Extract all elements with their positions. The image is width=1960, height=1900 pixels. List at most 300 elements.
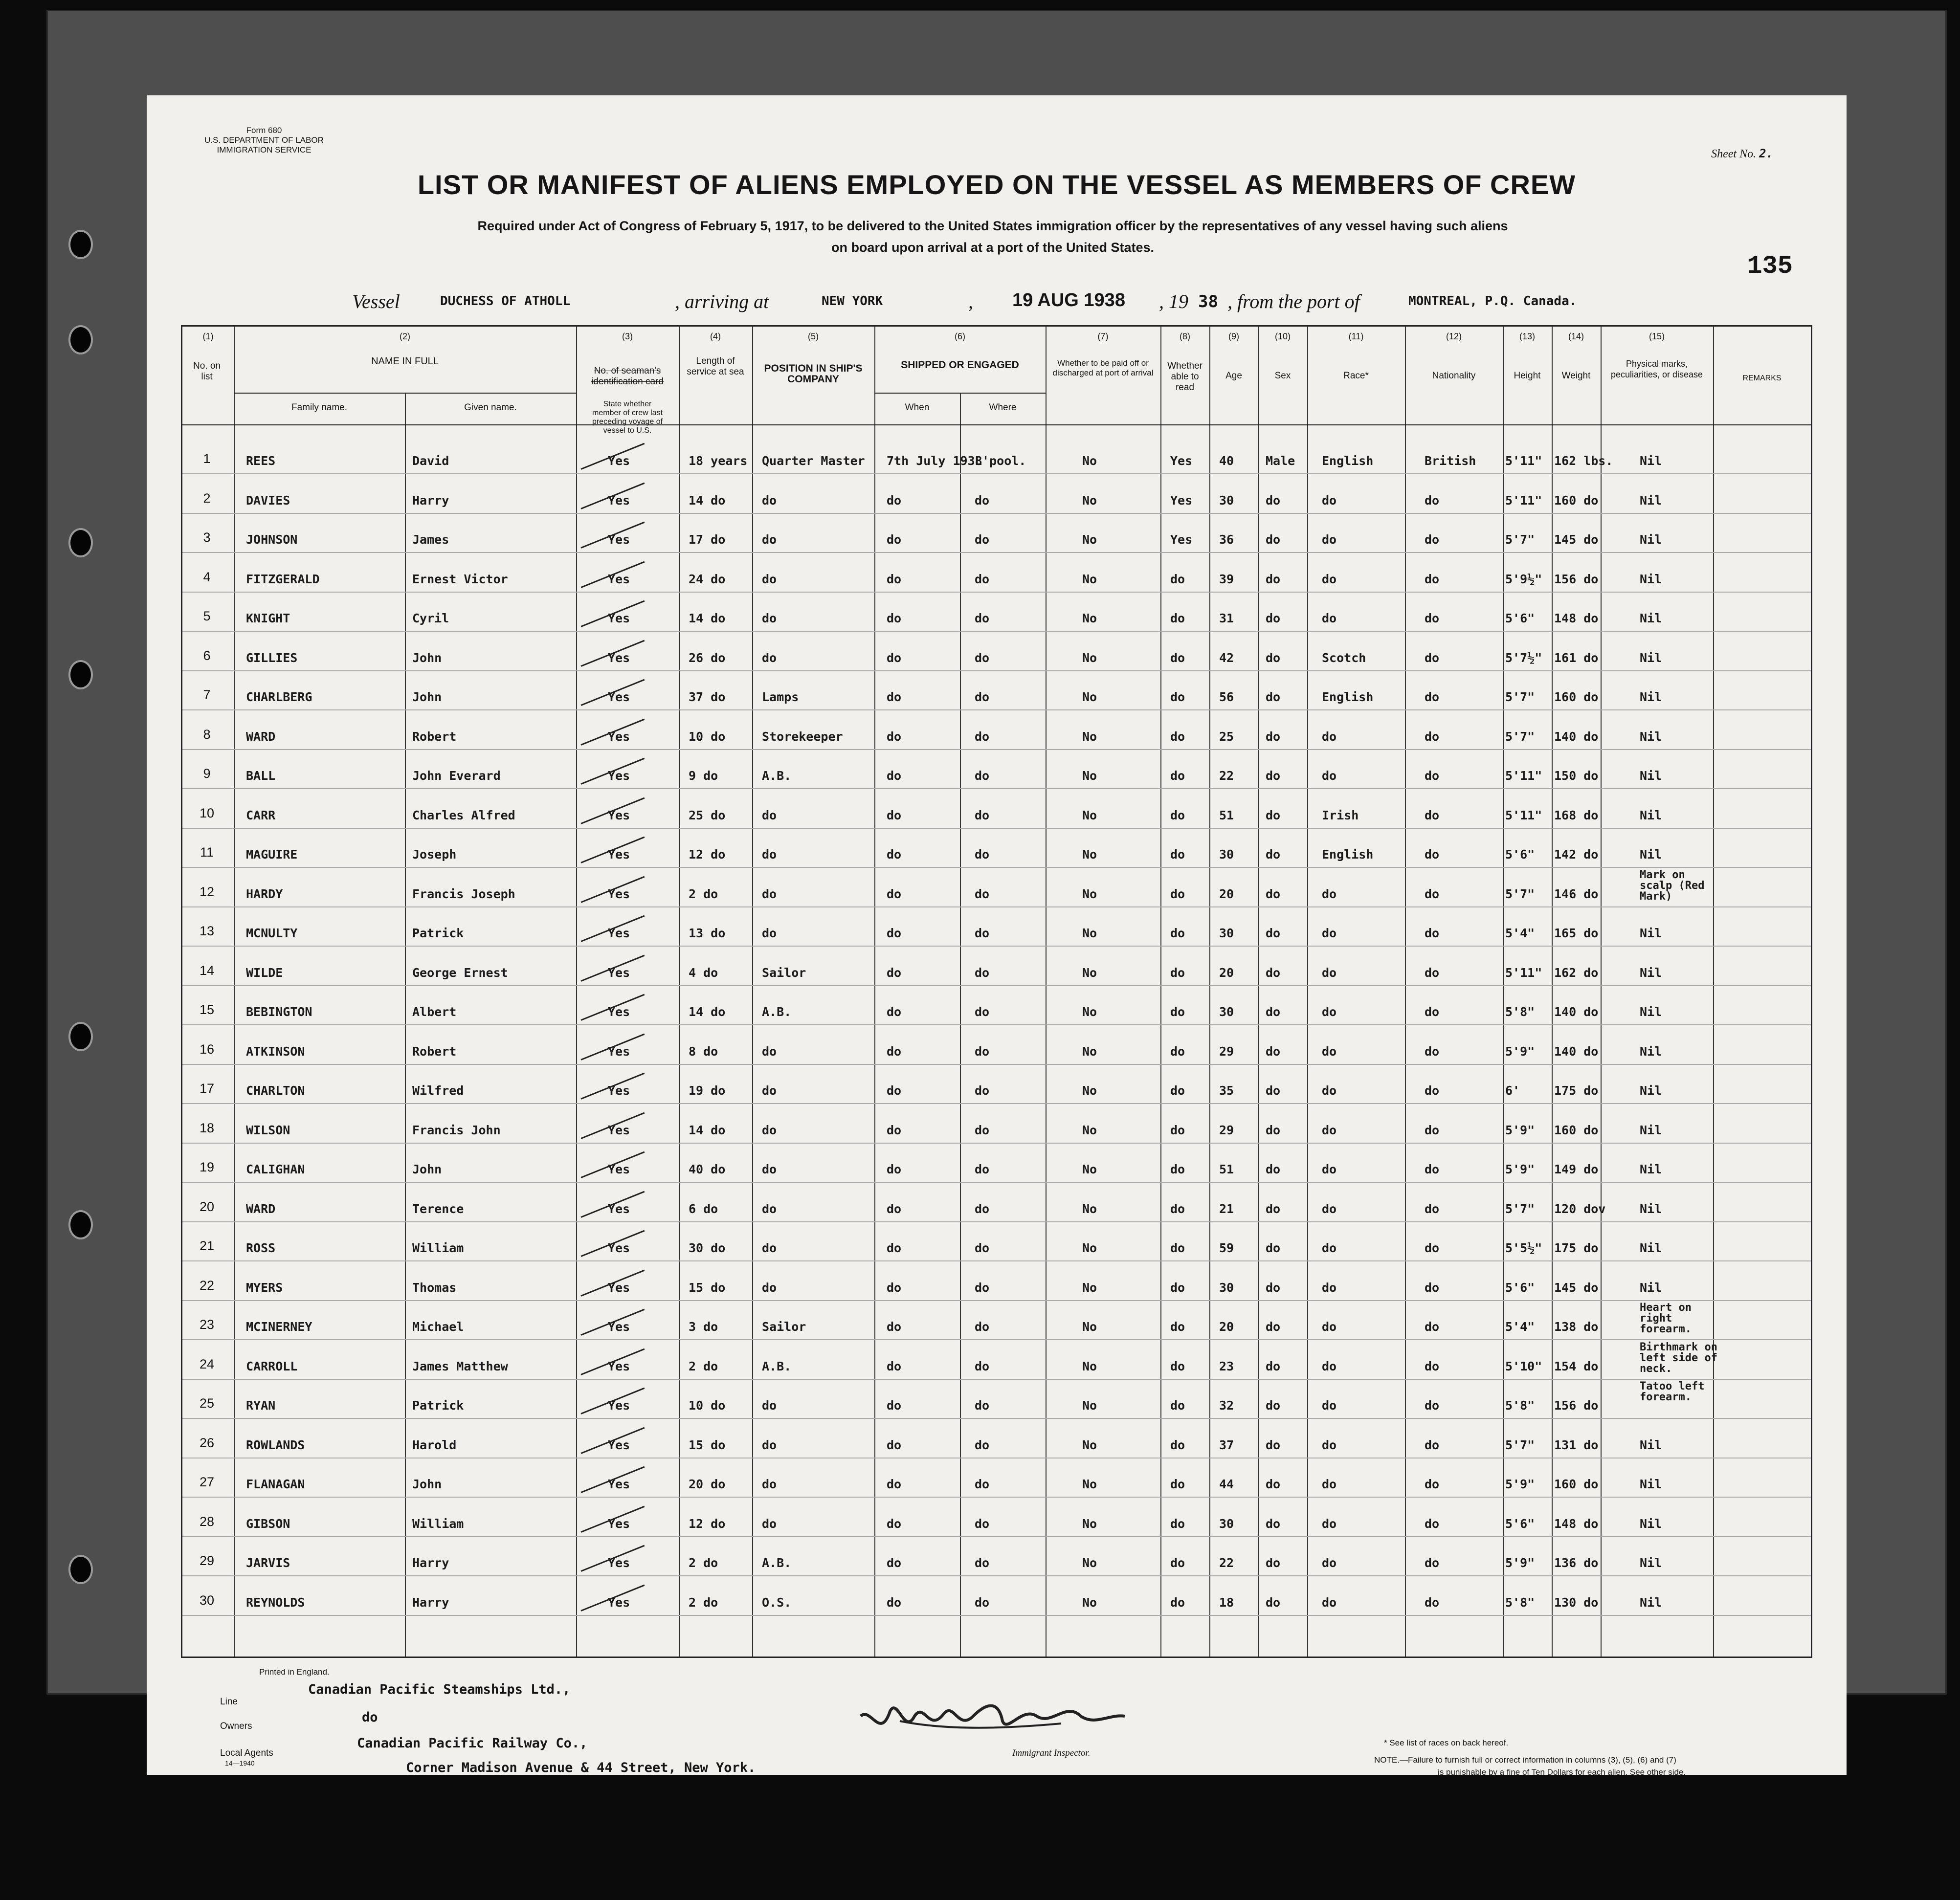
cell-sex: do (1266, 1162, 1281, 1176)
cell-prev: Yes (608, 886, 630, 901)
cell-family: REYNOLDS (246, 1595, 305, 1610)
cell-read: do (1170, 1595, 1185, 1610)
year-value: 38 (1198, 292, 1218, 311)
form-header (196, 126, 333, 155)
cell-age: 29 (1219, 1123, 1234, 1137)
cell-weight: 145 do (1554, 532, 1599, 547)
cell-sex: Male (1266, 454, 1295, 468)
cell-paid: No (1082, 1005, 1097, 1019)
from-label: , from the port of (1227, 290, 1360, 312)
cell-weight: 156 do (1554, 1398, 1599, 1413)
agents-value-1: Canadian Pacific Railway Co., (357, 1736, 588, 1751)
cell-service: 10 do (689, 729, 726, 744)
cell-given: James (412, 532, 449, 547)
date-stamp: 19 AUG 1938 (1012, 290, 1125, 310)
cell-position: do (762, 1044, 777, 1059)
cell-height: 5'6" (1505, 1280, 1535, 1295)
cell-service: 6 do (689, 1201, 718, 1216)
row-number: 2 (203, 490, 211, 506)
cell-given: Robert (412, 1044, 457, 1059)
cell-read: do (1170, 650, 1185, 665)
cell-position: A.B. (762, 1556, 792, 1570)
cell-race: do (1322, 493, 1337, 508)
cell-sex: do (1266, 690, 1281, 704)
row-rule (182, 1615, 1811, 1616)
cell-paid: No (1082, 1556, 1097, 1570)
cell-prev: Yes (608, 1398, 630, 1413)
cell-nat: do (1425, 572, 1440, 586)
row-number: 17 (199, 1081, 215, 1096)
vessel-label: Vessel (352, 290, 400, 312)
header-given-name: Given name. (464, 402, 517, 413)
cell-given: James Matthew (412, 1359, 508, 1373)
cell-paid: No (1082, 926, 1097, 940)
cell-age: 51 (1219, 808, 1234, 822)
cell-where: do (975, 926, 990, 940)
cell-age: 36 (1219, 532, 1234, 547)
cell-nat: do (1425, 808, 1440, 822)
cell-where: do (975, 1595, 990, 1610)
cell-paid: No (1082, 847, 1097, 862)
row-rule (182, 670, 1811, 671)
row-rule (182, 1024, 1811, 1025)
cell-marks: Nil (1640, 532, 1662, 547)
page-number: 135 (1747, 252, 1793, 281)
cell-age: 51 (1219, 1162, 1234, 1176)
header-able-read: Whether able to read (1167, 361, 1203, 393)
cell-nat: do (1425, 1241, 1440, 1255)
cell-where: do (975, 690, 990, 704)
row-number: 24 (199, 1356, 215, 1371)
cell-marks: Nil (1640, 611, 1662, 625)
cell-when: 7th July 1938 (887, 454, 982, 468)
cell-when: do (887, 1437, 902, 1452)
cell-family: GIBSON (246, 1516, 290, 1531)
subtitle-line-1: Required under Act of Congress of February 5, 1917, to be delivered to the United States immigration officer by the representatives of any vessel having such aliens (477, 219, 1508, 233)
col-num-15: (15) (1648, 331, 1665, 341)
cell-when: do (887, 572, 902, 586)
cell-sex: do (1266, 611, 1281, 625)
cell-race: do (1322, 1280, 1337, 1295)
cell-sex: do (1266, 1556, 1281, 1570)
cell-sex: do (1266, 729, 1281, 744)
cell-service: 14 do (689, 493, 726, 508)
cell-weight: 142 do (1554, 847, 1599, 862)
cell-read: do (1170, 729, 1185, 744)
cell-weight: 138 do (1554, 1320, 1599, 1334)
cell-family: CALIGHAN (246, 1162, 305, 1176)
cell-family: RYAN (246, 1398, 276, 1413)
cell-marks: Nil (1640, 650, 1662, 665)
cell-given: Francis John (412, 1123, 501, 1137)
cell-where: do (975, 493, 990, 508)
cell-race: do (1322, 572, 1337, 586)
cell-height: 5'9" (1505, 1162, 1535, 1176)
cell-service: 14 do (689, 1005, 726, 1019)
cell-height: 5'11" (1505, 493, 1542, 508)
cell-when: do (887, 1201, 902, 1216)
cell-given: Ernest Victor (412, 572, 508, 586)
cell-sex: do (1266, 1241, 1281, 1255)
printed-note: Printed in England. (259, 1667, 330, 1677)
inspector-signature (851, 1687, 1135, 1750)
cell-nat: do (1425, 532, 1440, 547)
cell-paid: No (1082, 1201, 1097, 1216)
cell-height: 5'7" (1505, 729, 1535, 744)
row-rule (182, 749, 1811, 750)
binder-hole (68, 1555, 93, 1584)
cell-paid: No (1082, 493, 1097, 508)
cell-where: do (975, 1398, 990, 1413)
cell-service: 18 years (689, 454, 748, 468)
cell-prev: Yes (608, 1320, 630, 1334)
header-physical: Physical marks, peculiarities, or disease (1610, 359, 1703, 379)
cell-family: BEBINGTON (246, 1005, 312, 1019)
cell-given: John Everard (412, 769, 501, 783)
cell-family: WARD (246, 1201, 276, 1216)
cell-paid: No (1082, 1241, 1097, 1255)
cell-position: do (762, 1477, 777, 1491)
form-number: Form 680 (246, 126, 282, 135)
cell-where: do (975, 1123, 990, 1137)
cell-weight: 140 do (1554, 1005, 1599, 1019)
cell-height: 5'5½" (1505, 1241, 1542, 1255)
cell-marks: Nil (1640, 769, 1662, 783)
cell-nat: do (1425, 1201, 1440, 1216)
cell-prev: Yes (608, 1595, 630, 1610)
cell-when: do (887, 1595, 902, 1610)
cell-position: do (762, 532, 777, 547)
cell-when: do (887, 1123, 902, 1137)
cell-given: Patrick (412, 926, 464, 940)
row-number: 19 (199, 1160, 215, 1174)
col-num-14: (14) (1568, 331, 1584, 341)
row-rule (182, 709, 1811, 710)
cell-paid: No (1082, 1044, 1097, 1059)
cell-nat: do (1425, 886, 1440, 901)
cell-race: do (1322, 1083, 1337, 1098)
cell-age: 40 (1219, 454, 1234, 468)
cell-service: 15 do (689, 1437, 726, 1452)
row-number: 18 (199, 1120, 215, 1135)
cell-prev: Yes (608, 926, 630, 940)
cell-prev: Yes (608, 1083, 630, 1098)
cell-age: 22 (1219, 769, 1234, 783)
cell-when: do (887, 847, 902, 862)
owners-label: Owners (220, 1721, 252, 1731)
cell-height: 5'9" (1505, 1477, 1535, 1491)
cell-read: do (1170, 611, 1185, 625)
header-divider (182, 424, 1811, 425)
cell-paid: No (1082, 769, 1097, 783)
header-no-on-list: No. on list (193, 361, 221, 382)
cell-height: 5'6" (1505, 847, 1535, 862)
cell-sex: do (1266, 1201, 1281, 1216)
cell-when: do (887, 729, 902, 744)
cell-family: ROWLANDS (246, 1437, 305, 1452)
cell-race: do (1322, 1398, 1337, 1413)
cell-paid: No (1082, 808, 1097, 822)
cell-nat: do (1425, 493, 1440, 508)
cell-weight: 140 do (1554, 1044, 1599, 1059)
header-nationality: Nationality (1432, 371, 1476, 381)
cell-race: do (1322, 1201, 1337, 1216)
cell-family: CHARLBERG (246, 690, 312, 704)
cell-where: do (975, 1201, 990, 1216)
cell-given: Cyril (412, 611, 449, 625)
cell-service: 3 do (689, 1320, 718, 1334)
cell-height: 5'11" (1505, 769, 1542, 783)
row-number: 1 (203, 451, 211, 466)
cell-nat: British (1425, 454, 1476, 468)
cell-nat: do (1425, 1398, 1440, 1413)
cell-position: do (762, 847, 777, 862)
row-number: 15 (199, 1002, 215, 1017)
cell-family: CHARLTON (246, 1083, 305, 1098)
cell-prev: Yes (608, 1044, 630, 1059)
header-remarks: REMARKS (1742, 374, 1782, 382)
cell-position: do (762, 1241, 777, 1255)
header-weight: Weight (1561, 371, 1591, 381)
header-previous-voyage: State whether member of crew last preceding voyage of vessel to U.S. (592, 400, 663, 435)
row-number: 12 (199, 884, 215, 899)
col-num-12: (12) (1446, 331, 1462, 341)
cell-where: do (975, 1044, 990, 1059)
cell-race: do (1322, 1595, 1337, 1610)
cell-service: 40 do (689, 1162, 726, 1176)
cell-family: REES (246, 454, 276, 468)
cell-read: do (1170, 808, 1185, 822)
cell-when: do (887, 1280, 902, 1295)
cell-family: WILDE (246, 965, 283, 980)
binder-hole (68, 1022, 93, 1051)
row-number: 9 (203, 766, 211, 781)
cell-paid: No (1082, 729, 1097, 744)
cell-where: do (975, 1437, 990, 1452)
cell-given: Harry (412, 493, 449, 508)
row-rule (182, 1103, 1811, 1104)
cell-read: Yes (1170, 454, 1193, 468)
cell-sex: do (1266, 1123, 1281, 1137)
cell-position: do (762, 1083, 777, 1098)
cell-service: 14 do (689, 611, 726, 625)
cell-prev: Yes (608, 1123, 630, 1137)
cell-height: 5'9" (1505, 1123, 1535, 1137)
cell-read: do (1170, 847, 1185, 862)
cell-service: 9 do (689, 769, 718, 783)
cell-family: WARD (246, 729, 276, 744)
cell-age: 30 (1219, 1516, 1234, 1531)
cell-height: 6' (1505, 1083, 1520, 1098)
row-rule (182, 1339, 1811, 1340)
cell-height: 5'7" (1505, 1437, 1535, 1452)
cell-marks: Nil (1640, 926, 1662, 940)
service: IMMIGRATION SERVICE (217, 145, 312, 155)
cell-position: Storekeeper (762, 729, 843, 744)
cell-weight: 156 do (1554, 572, 1599, 586)
row-rule (182, 1260, 1811, 1261)
cell-when: do (887, 1556, 902, 1570)
subtitle (333, 215, 1653, 258)
cell-race: do (1322, 1162, 1337, 1176)
cell-nat: do (1425, 1162, 1440, 1176)
cell-height: 5'4" (1505, 1320, 1535, 1334)
cell-age: 37 (1219, 1437, 1234, 1452)
cell-marks: Nil (1640, 1477, 1662, 1491)
cell-marks: Nil (1640, 1280, 1662, 1295)
cell-given: Harry (412, 1595, 449, 1610)
cell-paid: No (1082, 1123, 1097, 1137)
row-number: 4 (203, 569, 211, 584)
cell-family: MAGUIRE (246, 847, 298, 862)
cell-family: CARR (246, 808, 276, 822)
cell-race: do (1322, 1123, 1337, 1137)
cell-given: Robert (412, 729, 457, 744)
arriving-port: NEW YORK (822, 294, 883, 309)
cell-nat: do (1425, 690, 1440, 704)
cell-sex: do (1266, 769, 1281, 783)
cell-marks: Nil (1640, 808, 1662, 822)
cell-service: 2 do (689, 1556, 718, 1570)
cell-paid: No (1082, 1320, 1097, 1334)
cell-marks: Nil (1640, 965, 1662, 980)
cell-service: 10 do (689, 1398, 726, 1413)
cell-height: 5'9½" (1505, 572, 1542, 586)
cell-service: 15 do (689, 1280, 726, 1295)
cell-service: 30 do (689, 1241, 726, 1255)
cell-weight: 160 do (1554, 690, 1599, 704)
cell-service: 2 do (689, 1359, 718, 1373)
binder-hole (68, 660, 93, 689)
row-rule (182, 1418, 1811, 1419)
row-number: 22 (199, 1278, 215, 1293)
cell-nat: do (1425, 965, 1440, 980)
cell-when: do (887, 1083, 902, 1098)
cell-where: do (975, 650, 990, 665)
header-family-name: Family name. (291, 402, 348, 413)
cell-age: 30 (1219, 493, 1234, 508)
cell-where: do (975, 769, 990, 783)
cell-nat: do (1425, 1595, 1440, 1610)
cell-given: William (412, 1241, 464, 1255)
cell-given: Thomas (412, 1280, 457, 1295)
row-rule (182, 788, 1811, 789)
header-length-service: Length of service at sea (687, 356, 744, 377)
row-rule (182, 1300, 1811, 1301)
cell-age: 31 (1219, 611, 1234, 625)
cell-family: MCINERNEY (246, 1320, 312, 1334)
cell-marks: Nil (1640, 1044, 1662, 1059)
row-number: 21 (199, 1238, 215, 1253)
col-num-6: (6) (955, 331, 965, 341)
cell-weight: 145 do (1554, 1280, 1599, 1295)
col-num-2: (2) (400, 331, 410, 341)
cell-weight: 160 do (1554, 1477, 1599, 1491)
cell-marks: Nil (1640, 1005, 1662, 1019)
cell-weight: 146 do (1554, 886, 1599, 901)
cell-weight: 154 do (1554, 1359, 1599, 1373)
cell-prev: Yes (608, 1005, 630, 1019)
cell-given: John (412, 1477, 442, 1491)
cell-height: 5'4" (1505, 926, 1535, 940)
cell-weight: 175 do (1554, 1241, 1599, 1255)
cell-sex: do (1266, 650, 1281, 665)
row-rule (182, 513, 1811, 514)
cell-prev: Yes (608, 769, 630, 783)
cell-read: do (1170, 1280, 1185, 1295)
col-num-4: (4) (710, 331, 721, 341)
cell-where: do (975, 1359, 990, 1373)
binder-hole (68, 325, 93, 354)
cell-where: do (975, 1556, 990, 1570)
cell-prev: Yes (608, 1162, 630, 1176)
cell-paid: No (1082, 1477, 1097, 1491)
row-number: 14 (199, 963, 215, 978)
cell-family: FLANAGAN (246, 1477, 305, 1491)
cell-marks: Nil (1640, 1123, 1662, 1137)
cell-service: 14 do (689, 1123, 726, 1137)
cell-position: do (762, 1162, 777, 1176)
header-race: Race* (1343, 371, 1369, 381)
cell-where: do (975, 1005, 990, 1019)
cell-position: do (762, 650, 777, 665)
cell-read: do (1170, 1437, 1185, 1452)
cell-race: do (1322, 926, 1337, 940)
cell-weight: 168 do (1554, 808, 1599, 822)
row-number: 5 (203, 609, 211, 623)
cell-service: 37 do (689, 690, 726, 704)
cell-prev: Yes (608, 611, 630, 625)
cell-age: 44 (1219, 1477, 1234, 1491)
cell-given: William (412, 1516, 464, 1531)
cell-race: English (1322, 454, 1374, 468)
cell-race: do (1322, 1241, 1337, 1255)
cell-paid: No (1082, 611, 1097, 625)
cell-paid: No (1082, 965, 1097, 980)
cell-family: JARVIS (246, 1556, 290, 1570)
cell-weight: 161 do (1554, 650, 1599, 665)
cell-prev: Yes (608, 729, 630, 744)
cell-marks: Nil (1640, 454, 1662, 468)
cell-sex: do (1266, 532, 1281, 547)
line-label: Line (220, 1697, 238, 1707)
cell-when: do (887, 1359, 902, 1373)
row-number: 13 (199, 924, 215, 938)
cell-where: do (975, 886, 990, 901)
cell-nat: do (1425, 1320, 1440, 1334)
cell-read: do (1170, 1123, 1185, 1137)
cell-where: do (975, 572, 990, 586)
agents-value-2: Corner Madison Avenue & 44 Street, New York. (406, 1760, 756, 1775)
row-rule (182, 552, 1811, 553)
cell-read: do (1170, 1241, 1185, 1255)
cell-nat: do (1425, 1359, 1440, 1373)
cell-read: do (1170, 1320, 1185, 1334)
header-height: Height (1514, 371, 1541, 381)
cell-sex: do (1266, 1516, 1281, 1531)
cell-sex: do (1266, 1595, 1281, 1610)
cell-sex: do (1266, 493, 1281, 508)
cell-paid: No (1082, 690, 1097, 704)
cell-service: 20 do (689, 1477, 726, 1491)
cell-given: Charles Alfred (412, 808, 515, 822)
row-number: 23 (199, 1317, 215, 1332)
cell-height: 5'11" (1505, 454, 1542, 468)
cell-given: Michael (412, 1320, 464, 1334)
cell-where: do (975, 965, 990, 980)
col-num-9: (9) (1228, 331, 1239, 341)
vessel-line (147, 286, 1847, 320)
